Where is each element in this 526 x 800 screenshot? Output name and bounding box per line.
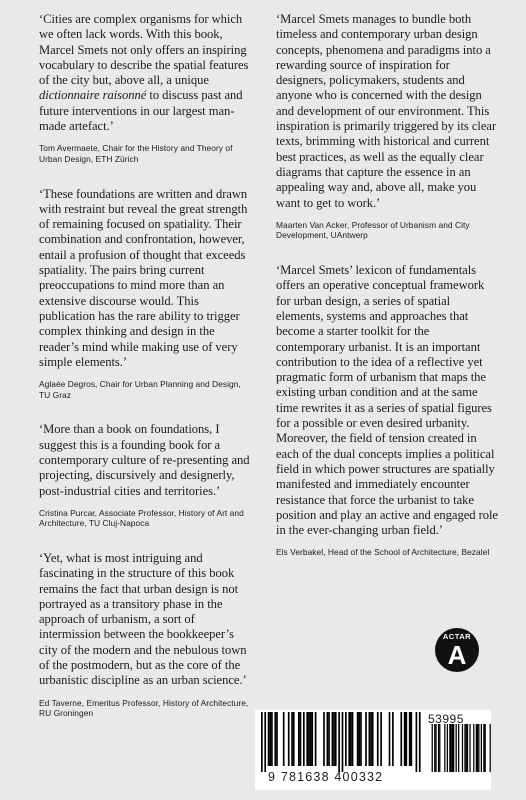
ean-bar [350,712,352,766]
ean-bar [409,712,411,766]
addon-bar [453,724,454,772]
endorsement-degros [39,187,252,401]
barcode-isbn-number: 9 781638 400332 [268,770,384,784]
addon-bar [462,724,463,772]
quote-text: ‘More than a book on foundations, I suggest this is a founding book for a contemporary culture of re-presenting and projecting, discursively and designerly, post-industrial cities and territories.’ [39,422,250,498]
quote-emphasis: dictionnaire raisonné [39,88,147,103]
ean-bar [269,712,271,766]
left-column [39,12,252,741]
ean-bar [358,712,360,766]
addon-bar [449,724,450,772]
ean-bar [348,712,350,766]
ean-bar [283,712,285,766]
ean-bar [392,712,394,766]
quote-attribution: Aglaée Degros, Chair for Urban Planning and Design, TU Graz [39,379,241,400]
ean-bar [405,712,407,766]
ean-bar [360,712,362,766]
ean-bar [357,712,359,766]
ean-bar [377,712,379,766]
addon-bar [466,724,467,772]
ean-bar [342,712,344,772]
addon-bar [458,724,459,772]
addon-bar [434,724,435,772]
addon-bar [473,724,474,772]
ean-bar [298,712,300,766]
ean-bar [291,712,293,766]
right-column [276,12,500,580]
addon-bar [435,724,436,772]
ean-bar [335,712,337,766]
logo-letter-icon: A [447,640,467,670]
addon-bar [444,724,445,772]
ean-bar [365,712,367,766]
ean-bar [300,712,302,766]
ean-bar [308,712,310,766]
endorsement-taverne [39,551,252,719]
addon-bar [483,724,484,772]
endorsement-avermaete [39,12,252,165]
addon-bar [439,724,440,772]
ean-bar [274,712,276,766]
addon-bar [451,724,452,772]
endorsement-purcar [39,422,252,529]
quote-text: ‘Marcel Smets’ lexicon of fundamentals offers an operative conceptual framework for urban design, a series of spatial elements, systems and approaches that become a starter toolkit for the contemporary urbanist. It is an important contribution to the idea of a reflective yet pragmatic form of urbanism that maps the existing urban condition and at the same time rewrites it as a series of spatial figures for a possible or even desired urbanity. Moreover, the field of tension created in each of the dual concepts implies a political field in which power structures are spatially manifested and immediately encounter resistance that force the urbanist to take position and play an active and engaged role in the ever-changing urban field.’ [276,263,498,538]
ean-bar [372,712,374,766]
ean-bar [306,712,308,766]
logo-wordmark: ACTAR [442,632,472,641]
ean-bar [261,712,263,772]
ean-bar [310,712,312,766]
ean-bar [345,712,347,766]
ean-bar [411,712,413,766]
quote-text: ‘These foundations are written and drawn with restraint but reveal the great strength of remaining focused on spatiality. Their combination and confrontation, however, entail a profusion of thought that exceeds spatiality. The pairs bring current preoccupations to mind more than an extensive discourse would. This publication has the rare ability to trigger complex thinking and design in the reader’s mind while making use of very simple elements.’ [39,186,248,369]
ean-bar [264,712,266,772]
endorsement-verbakel [276,263,500,558]
ean-bar [400,712,402,766]
ean-bar [311,712,313,766]
addon-bar [452,724,453,772]
ean-bar [303,712,305,766]
addon-bar [481,724,482,772]
quote-text: ‘Cities are complex organisms for which we often lack words. With this book, Marcel Smets not only offers an inspiring vocabulary to describe the spatial features of the city but, above all, a unique dictionnaire raisonné to discuss past and future interventions in our largest man-made artefact.’ [39,12,249,134]
ean-bar [333,712,335,766]
quote-attribution: Ed Taverne, Emeritus Professor, History of Architecture, RU Groningen [39,697,249,719]
quote-attribution: Cristina Purcar, Associate Professor, History of Art and Architecture, TU Cluj-Napoca [39,507,244,529]
endorsement-van-acker [276,12,500,241]
addon-bar [456,724,457,772]
quote-text: ‘Marcel Smets manages to bundle both timeless and contemporary urban design concepts, phenomena and paradigms into a rewarding source of inspiration for designers, policymakers, students and anyone who is concerned with the design and development of our environment. This inspiration is primarily triggered by its clear texts, brimming with historical and current best practices, as well as the equally clear diagrams that capture the essence in an appealing way and, above all, make you want to get to work.’ [276,12,497,210]
ean-bar [293,712,295,766]
ean-bar [288,712,290,766]
ean-bar [327,712,329,766]
ean-bar [323,712,325,766]
barcode-addon-number: 53995 [428,712,464,726]
quote-text: ‘Yet, what is most intriguing and fascinating in the structure of this book remains the fact that urban design is not portrayed as a transitory phase in the approach of urbanism, a sort of intermission between the bookkeeper’s city of the modern and the nebulous town of the postmodern, but as the core of the urbanistic discipline as an urban science.’ [39,550,247,688]
addon-bar [467,724,468,772]
addon-bar [447,724,448,772]
quote-attribution: Tom Avermaete, Chair for the History and Theory of Urban Design, ETH Zürich [39,143,233,164]
addon-bar [477,724,478,772]
ean-bar [271,712,273,766]
addon-bar [469,724,470,772]
actar-logo [435,628,479,672]
ean-bar [380,712,382,766]
ean-bar [416,712,418,772]
ean-bar [370,712,372,766]
addon-bar [432,724,433,772]
addon-bar [476,724,477,772]
addon-bar [464,724,465,772]
addon-bar [478,724,479,772]
ean-bar [332,712,334,766]
addon-bar [485,724,486,772]
ean-bar [268,712,270,766]
quote-attribution: Maarten Van Acker, Professor of Urbanism and City Development, UAntwerp [276,219,470,241]
ean-bar [404,712,406,766]
ean-bar [315,712,317,766]
quote-attribution: Els Verbakel, Head of the School of Architecture, Bezalel [276,547,490,558]
ean-bar [276,712,278,766]
addon-bar [490,724,491,772]
ean-bar [328,712,330,766]
ean-bar [352,712,354,766]
ean-bar [389,712,391,766]
addon-bar [438,724,439,772]
ean-bar [419,712,421,772]
ean-bar [369,712,371,766]
ean-bar [338,712,340,772]
